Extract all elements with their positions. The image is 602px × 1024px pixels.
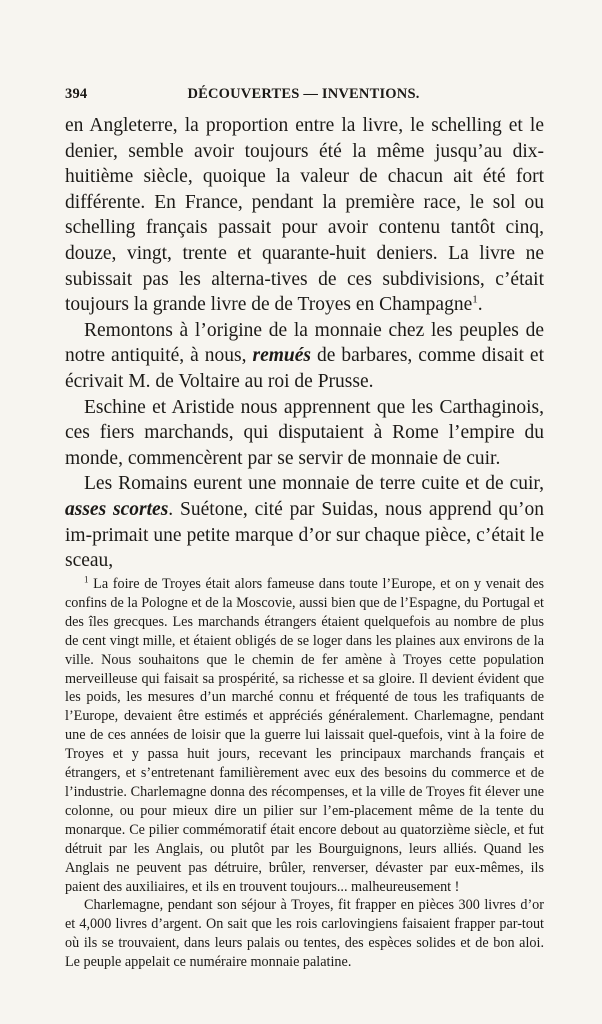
paragraph-4-text-a: Les Romains eurent une monnaie de terre cuite et de cuir,	[84, 473, 544, 495]
footnote-mark: 1	[84, 574, 89, 585]
footnote-reference: 1	[472, 293, 478, 306]
paragraph-2-text-b: de barbares, comme disait et écrivait M. de Voltaire au roi de Prusse.	[65, 345, 544, 392]
footnote-paragraph-2: Charlemagne, pendant son séjour à Troyes, fit frapper en pièces 300 livres d’or et 4,000 livres d’argent. On sait que les rois carlovingiens faisaient frapper par-tout où ils se trouvaient, dans leurs palais ou tentes, des espèces solides et de bon aloi. Le peuple appelait ce numéraire monnaie palatine.	[65, 897, 544, 971]
paragraph-1-end: .	[477, 294, 483, 316]
running-header	[65, 86, 542, 106]
paragraph-2-text-a: Remontons à l’origine de la monnaie chez les peuples de notre antiquité, à nous,	[65, 319, 544, 367]
paragraph-2	[65, 318, 544, 395]
footnote-paragraph-1-text: La foire de Troyes était alors fameuse dans toute l’Europe, et on y venait des confins de la Pologne et de la Moscovie, aussi bien que de l’Espagne, du Portugal et des îles grecques. Les marchands étrangers étaient quelquefois au nombre de plus de cent vingt mille, et étaient obligés de se loger dans les plaines aux environs de la ville. Nous souhaitons que le chemin de fer amène à Troyes cette population merveilleuse qui faisait sa prospérité, sa richesse et sa gloire. Il devient évident que les poids, les mesures d’un marché connu et fréquenté de tous les trafiquants de l’Europe, devaient être estimés et appréciés généralement. Charlemagne, pendant une de ces années de loisir que la guerre lui laissait quel-quefois, vint à la foire de Troyes et y passa huit jours, recevant les principaux marchands français et étrangers, et s’entretenant familièrement avec eux des besoins du commerce et de l’industrie. Charlemagne donna des récompenses, et la ville de Troyes fit élever une colonne, ou pour mieux dire un pilier sur l’em-placement même de la tente du monarque. Ce pilier commémoratif était encore debout au quatorzième siècle, et fut détruit par les Anglais, ou plutôt par les Bourguignons, leurs alliés. Quand les Anglais ne peuvent pas détruire, brûler, renverser, dévaster par eux-mêmes, ils paient des auxiliaires, et ils en trouvent toujours... malheureusement !	[65, 576, 544, 895]
paragraph-4-text-b: . Suétone, cité par Suidas, nous apprend qu’on im-primait une petite marque d’or sur chaque pièce, c’était le sceau,	[65, 498, 545, 572]
main-text	[65, 113, 544, 574]
footnote	[65, 575, 544, 972]
paragraph-4-emphasis: asses scortes	[65, 498, 169, 520]
paragraph-1-text: en Angleterre, la proportion entre la livre, le schelling et le denier, semble avoir toujours été la même jusqu’au dix-huitième siècle, quoique la valeur de chacun ait été fort différente. En France, pendant la première race, le sol ou schelling français passait pour avoir contenu tantôt cinq, douze, vingt, trente et quarante-huit deniers. La livre ne subissait pas les alterna-tives de ces subdivisions, c’était toujours la grande livre de de Troyes en Champagne	[65, 115, 544, 316]
paragraph-1	[65, 113, 544, 318]
paragraph-4	[65, 471, 544, 573]
page-number: 394	[65, 86, 88, 102]
footnote-paragraph-1	[65, 575, 544, 896]
running-title: DÉCOUVERTES — INVENTIONS.	[187, 86, 420, 102]
paragraph-3: Eschine et Aristide nous apprennent que les Carthaginois, ces fiers marchands, qui disputaient à Rome l’empire du monde, commencèrent par se servir de monnaie de cuir.	[65, 396, 544, 469]
paragraph-2-emphasis: remués	[252, 345, 311, 367]
